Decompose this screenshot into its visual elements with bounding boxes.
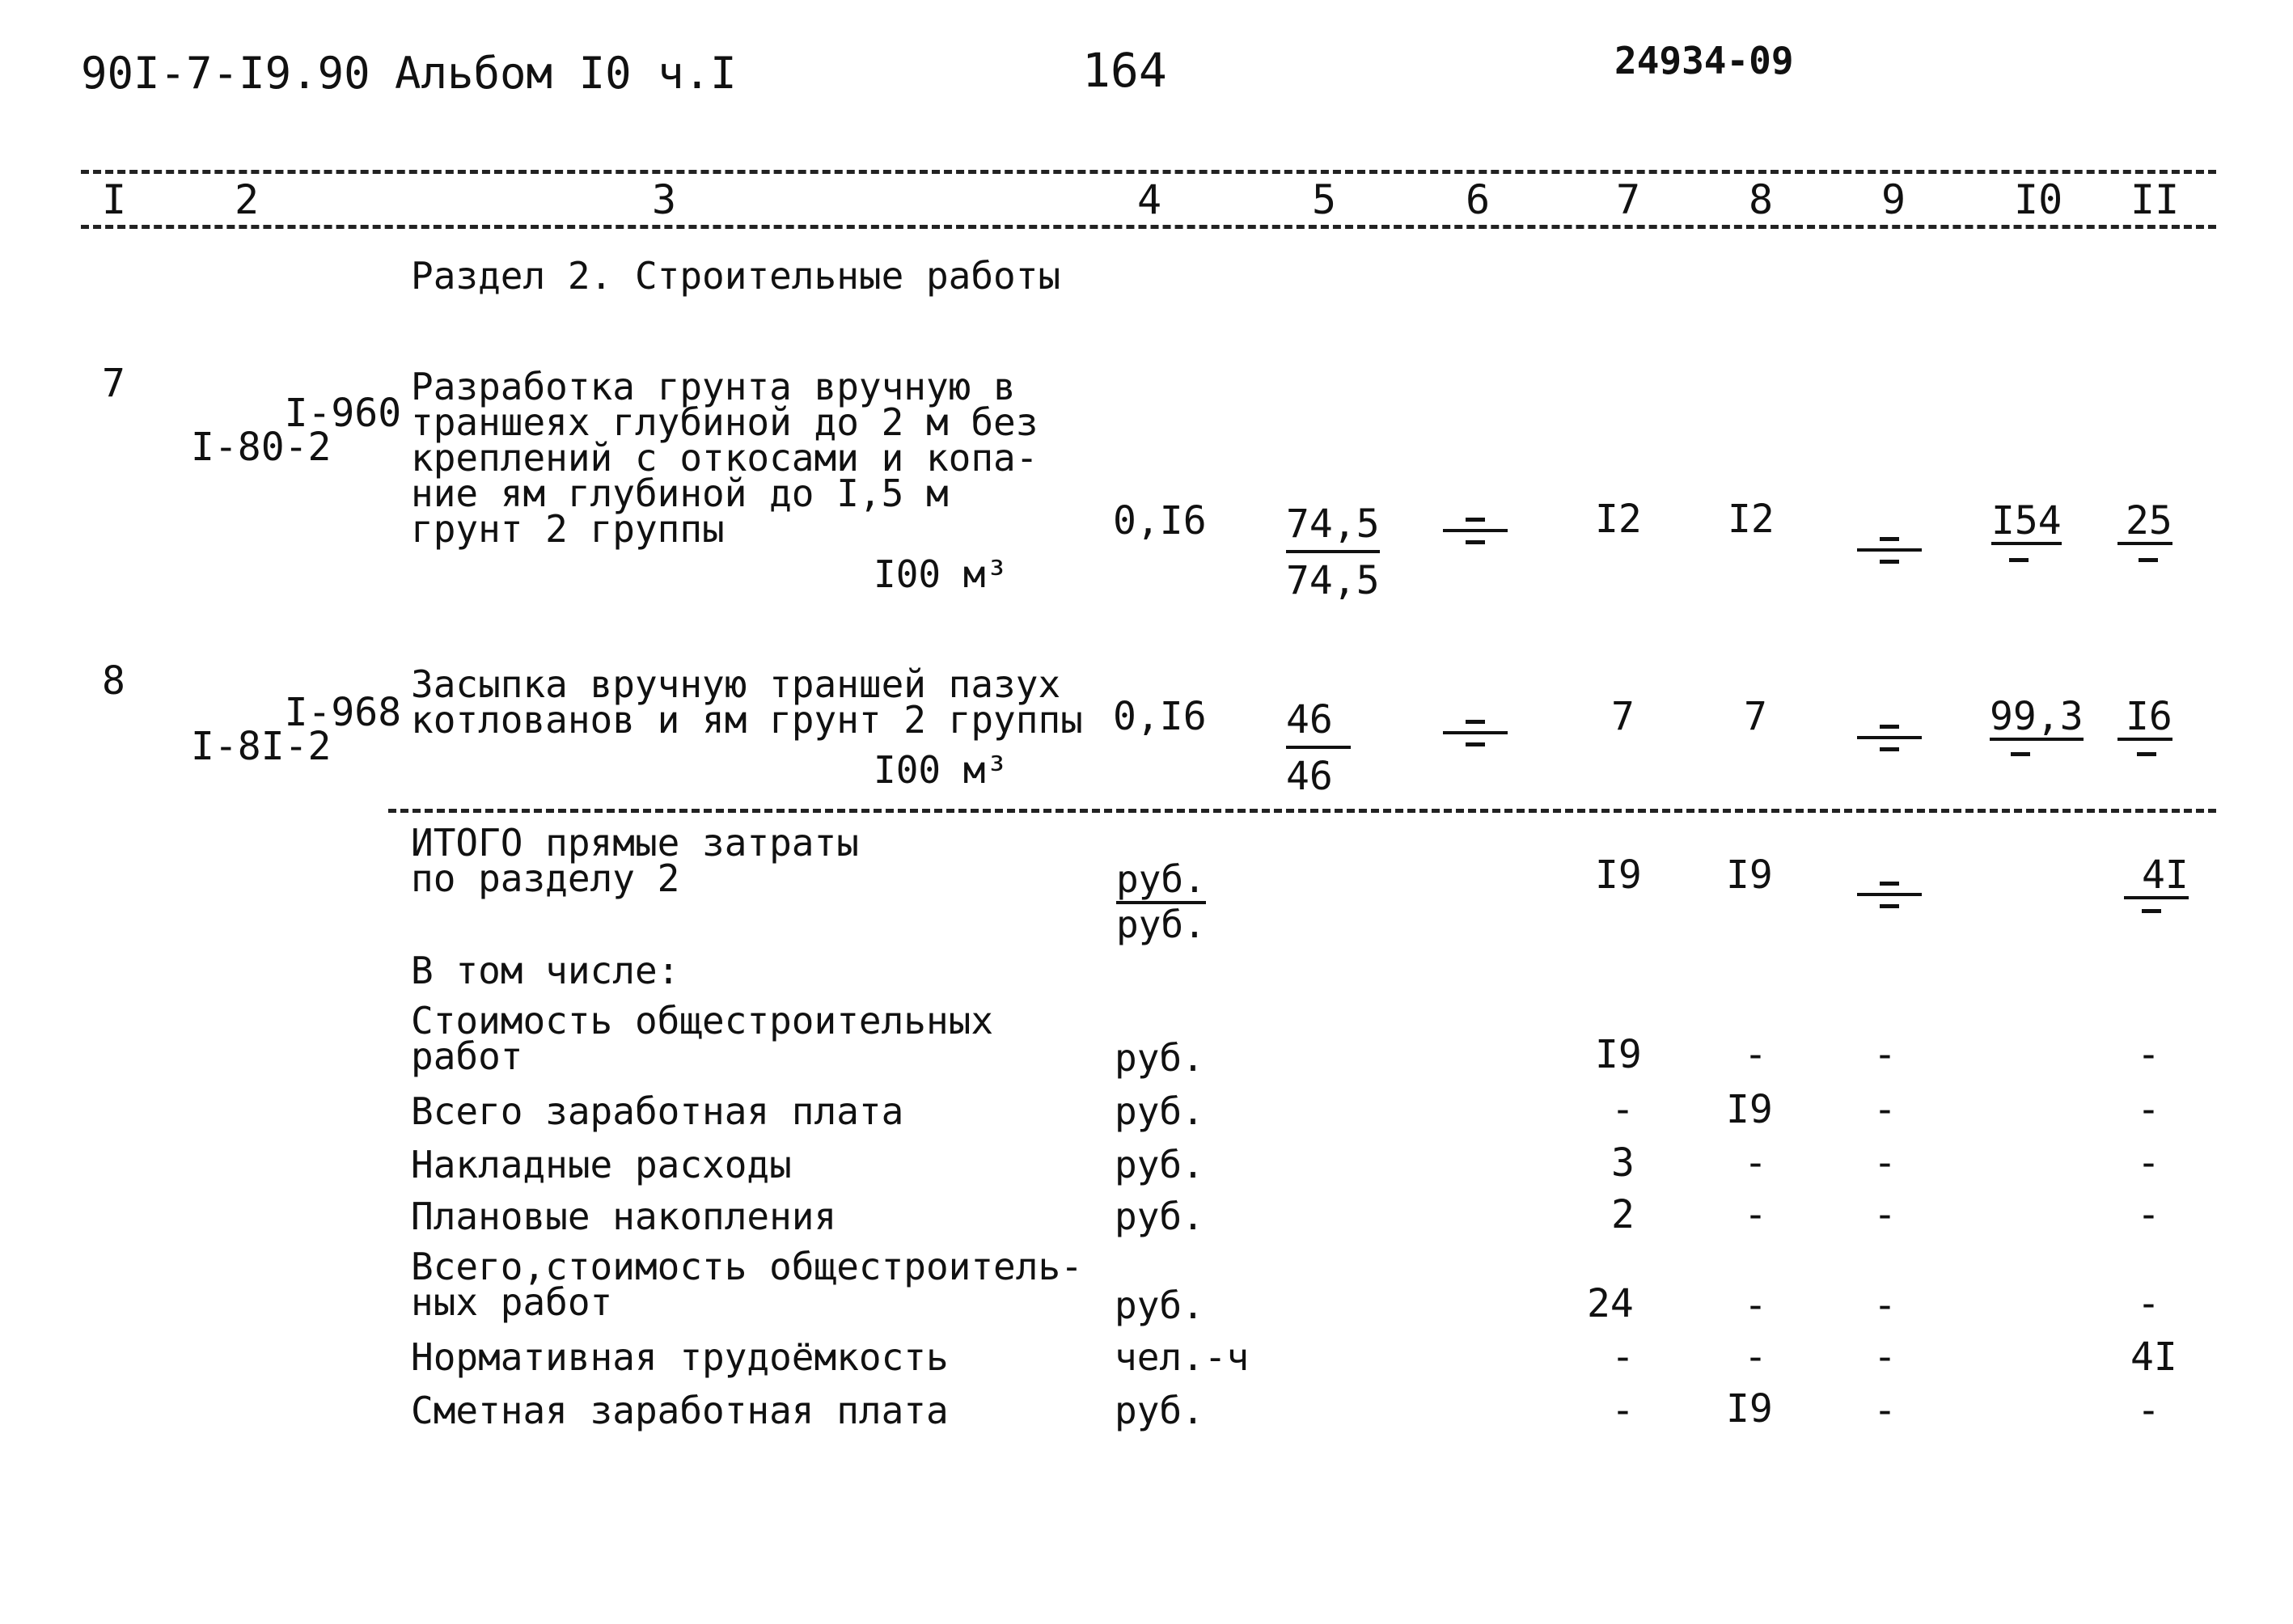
summary-unit: руб. [1115,1143,1204,1186]
empty-fraction-mark [1443,518,1508,553]
desc-line: Засыпка вручную траншей пазух [411,662,1061,706]
summary-label-line2: ных работ [411,1280,613,1324]
item-quantity: 0,I6 [1113,498,1207,543]
summary-col11: - [2137,1281,2160,1326]
summary-unit: руб. [1115,1036,1204,1080]
summary-col7: - [1611,1087,1635,1132]
desc-line: ние ям глубиной до I,5 м [411,472,949,515]
summary-unit: руб. [1115,1284,1204,1327]
item-unit: I00 м³ [874,748,1009,792]
page-number: 164 [1082,43,1167,98]
summary-col11: - [2137,1388,2160,1433]
col-num-8: 8 [1749,176,1774,223]
dash-mark [2139,558,2158,562]
summary-col8: - [1744,1334,1767,1380]
summary-col7: 24 [1587,1281,1634,1326]
norm-code-line2: I-80-2 [191,425,332,470]
col-num-10: I0 [2014,176,2063,223]
col-num-1: I [102,176,127,223]
summary-unit: чел.-ч [1115,1335,1250,1379]
norm-code [191,662,401,797]
fraction-bottom: 46 [1286,754,1333,799]
dash-mark [2142,909,2161,913]
section-title: Раздел 2. Строительные работы [411,254,1061,298]
summary-label: Плановые накопления [411,1195,837,1238]
summary-label: Нормативная трудоёмкость [411,1335,949,1379]
summary-col9: - [1873,1192,1897,1237]
summary-label-line1: Всего,стоимость общестроитель- [411,1245,1083,1288]
row-number: 8 [102,658,125,704]
total-col8: I9 [1726,852,1773,898]
summary-col7: I9 [1595,1032,1642,1077]
summary-col11: - [2137,1192,2160,1237]
summary-col9: - [1873,1032,1897,1077]
summary-col11: - [2137,1140,2160,1186]
summary-col9: - [1873,1140,1897,1186]
norm-code-line1: I-960 [284,391,402,436]
dash-mark [2011,752,2030,756]
summary-col8: - [1744,1192,1767,1237]
album-label: Альбом I0 ч.I [395,48,737,99]
summary-unit: руб. [1115,1195,1204,1238]
header-rule-bottom [81,225,2216,229]
col-num-6: 6 [1466,176,1491,223]
summary-col9: - [1873,1087,1897,1132]
item-quantity: 0,I6 [1113,694,1207,739]
empty-fraction-mark [1857,882,1922,917]
summary-col7: 3 [1611,1140,1635,1186]
col7-value: 7 [1611,694,1635,739]
item-unit: I00 м³ [874,552,1009,596]
summary-label: Всего заработная плата [411,1089,904,1133]
including-label: В том числе: [411,949,680,992]
col-num-7: 7 [1616,176,1641,223]
summary-label: Накладные расходы [411,1143,792,1186]
desc-line: грунт 2 группы [411,507,725,551]
total-line2: по разделу 2 [411,856,680,900]
inventory-number: 24934-09 [1614,39,1794,82]
summary-col11: 4I [2130,1334,2177,1380]
col11-value: I6 [2117,697,2172,741]
empty-fraction-mark [1857,725,1922,760]
desc-line: котлованов и ям грунт 2 группы [411,698,1083,742]
summary-col7: 2 [1611,1192,1635,1237]
summary-col9: - [1873,1334,1897,1380]
summary-col8: - [1744,1140,1767,1186]
empty-fraction-mark [1443,720,1508,755]
summary-col8: - [1744,1032,1767,1077]
total-line1: ИТОГО прямые затраты [411,821,859,865]
header-rule-top [81,170,2216,174]
col7-value: I2 [1595,497,1642,542]
summary-label-line2: работ [411,1034,523,1078]
summary-col8: I9 [1726,1087,1773,1132]
col-num-2: 2 [235,176,260,223]
fraction-top: 74,5 [1286,501,1380,553]
dash-mark [2009,558,2029,562]
col10-value: 99,3 [1990,694,2084,739]
col-num-11: II [2130,176,2180,223]
fraction-bottom: руб. [1116,903,1206,946]
desc-line: траншеях глубиной до 2 м без [411,400,1039,444]
summary-unit: руб. [1115,1389,1204,1432]
total-col7: I9 [1595,852,1642,898]
document-code: 90I-7-I9.90 [81,48,370,99]
desc-line: Разработка грунта вручную в [411,365,1016,408]
summary-col7: - [1611,1388,1635,1433]
col11-value: 25 [2117,501,2172,545]
norm-code-line2: I-8I-2 [191,724,332,769]
summary-label [411,999,994,1078]
col-num-4: 4 [1137,176,1162,223]
fraction-top: 46 [1286,697,1351,749]
col-num-5: 5 [1312,176,1337,223]
norm-code [191,362,401,498]
summary-col11: - [2137,1087,2160,1132]
unit-cost-fraction [1286,697,1351,799]
summary-col8: - [1744,1283,1767,1328]
fraction-bottom: 74,5 [1286,558,1380,603]
col-num-9: 9 [1881,176,1906,223]
empty-fraction-mark [1857,537,1922,573]
col8-value: I2 [1728,497,1775,542]
col8-value: 7 [1744,694,1767,739]
item-description [411,662,1083,742]
row-number: 7 [102,361,125,406]
total-label [411,821,859,900]
summary-label-line1: Стоимость общестроительных [411,999,994,1042]
total-unit-fraction [1116,857,1206,946]
col10-value: I54 [1991,498,2062,543]
summary-unit: руб. [1115,1089,1204,1133]
desc-line: креплений с откосами и копа- [411,436,1039,480]
col-num-3: 3 [652,176,677,223]
fraction-top: руб. [1116,861,1206,904]
dash-mark [2137,752,2156,756]
norm-code-line1: I-968 [284,690,402,735]
summary-label [411,1245,1083,1324]
item-description [411,365,1039,551]
summary-label: Сметная заработная плата [411,1389,949,1432]
summary-col7: - [1611,1334,1635,1380]
total-col11: 4I [2124,856,2189,899]
unit-cost-fraction [1286,501,1380,603]
summary-col9: - [1873,1283,1897,1328]
summary-col8: I9 [1726,1386,1773,1432]
summary-col9: - [1873,1388,1897,1433]
summary-col11: - [2137,1032,2160,1077]
total-separator [388,809,2216,813]
